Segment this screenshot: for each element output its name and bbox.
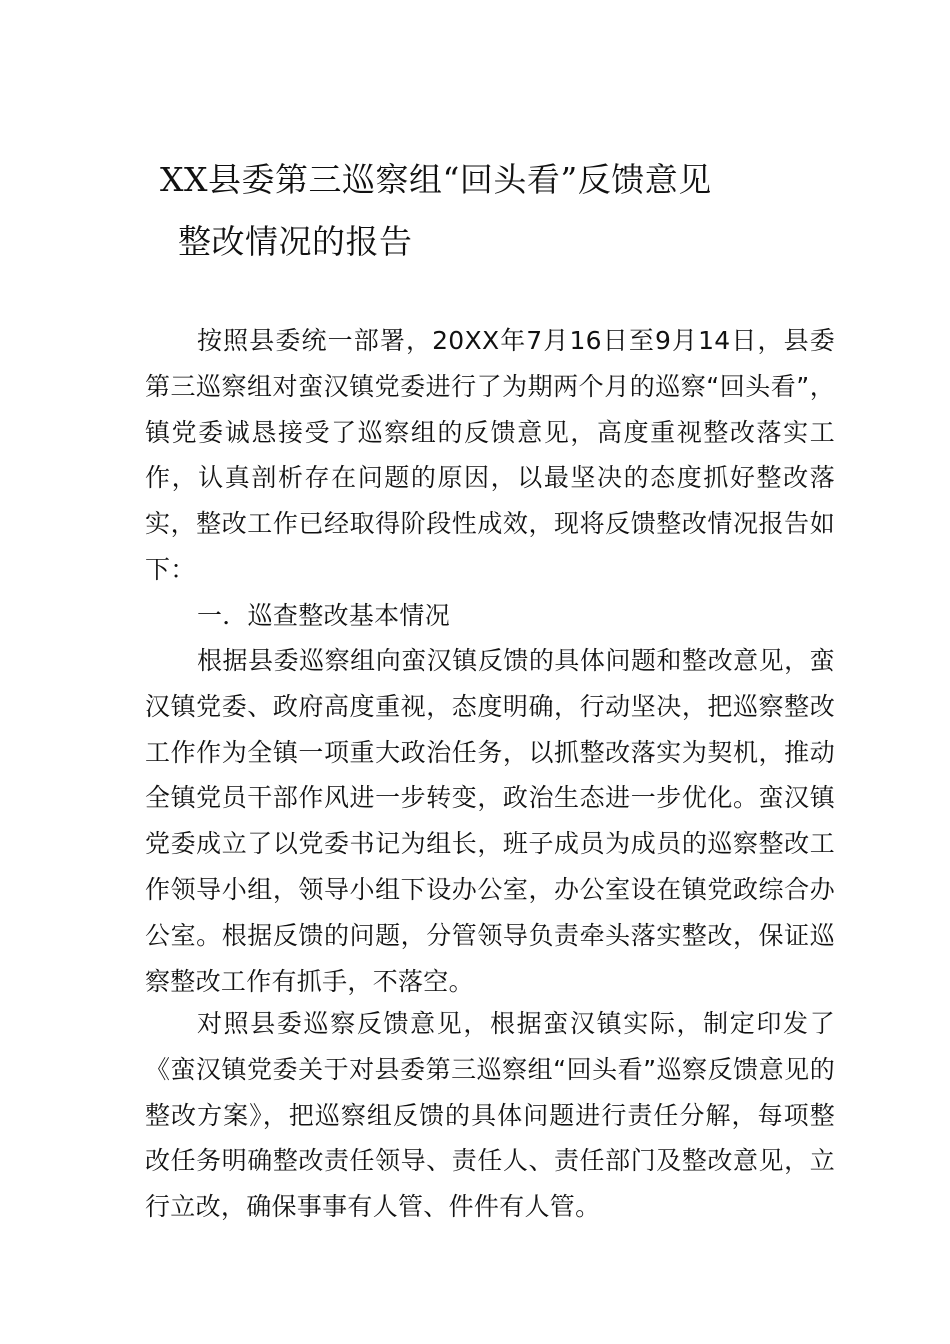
document-title-line-2: 整改情况的报告	[178, 222, 413, 261]
section-1-paragraph-1: 根据县委巡察组向蛮汉镇反馈的具体问题和整改意见，蛮汉镇党委、政府高度重视，态度明确，行动坚决，把巡察整改工作作为全镇一项重大政治任务，以抓整改落实为契机，推动全镇党员干部作风进一步转变，政治生态进一步优化。蛮汉镇党委成立了以党委书记为组长，班子成员为成员的巡察整改工作领导小组，领导小组下设办公室，办公室设在镇党政综合办公室。根据反馈的问题，分管领导负责牵头落实整改，保证巡察整改工作有抓手，不落空。	[145, 646, 835, 996]
section-1-paragraph-2: 对照县委巡察反馈意见，根据蛮汉镇实际，制定印发了《蛮汉镇党委关于对县委第三巡察组“回头看”巡察反馈意见的整改方案》，把巡察组反馈的具体问题进行责任分解，每项整改任务明确整改责任领导、责任人、责任部门及整改意见，立行立改，确保事事有人管、件件有人管。	[145, 1009, 835, 1222]
intro-paragraph: 按照县委统一部署，20XX年7月16日至9月14日，县委第三巡察组对蛮汉镇党委进行了为期两个月的巡察“回头看”，镇党委诚恳接受了巡察组的反馈意见，高度重视整改落实工作，认真剖析存在问题的原因，以最坚决的态度抓好整改落实，整改工作已经取得阶段性成效，现将反馈整改情况报告如下：	[145, 326, 835, 584]
section-heading-1: 一．巡查整改基本情况	[197, 601, 451, 630]
document-title-line-1: XX县委第三巡察组“回头看”反馈意见	[160, 160, 712, 199]
